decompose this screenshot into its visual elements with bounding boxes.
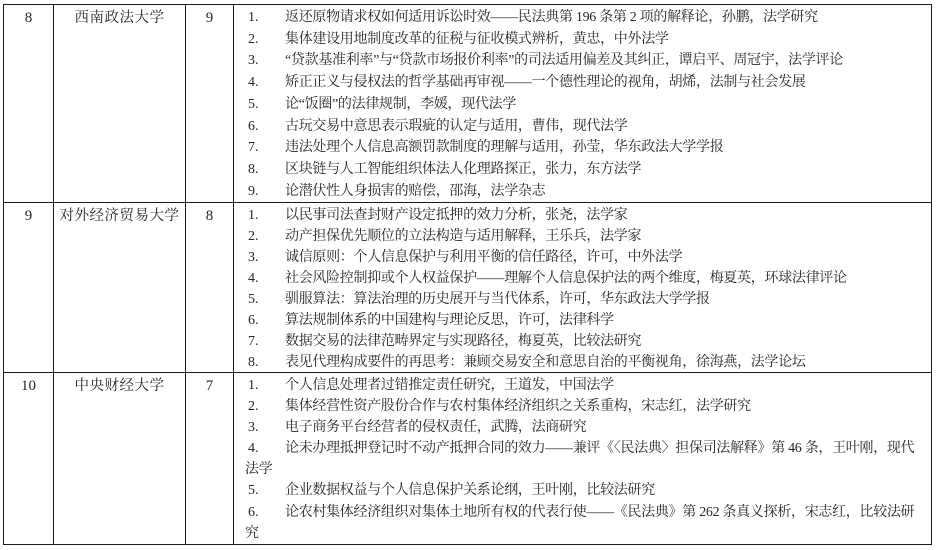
count-cell: 8 <box>186 203 234 372</box>
paper-line <box>245 331 930 352</box>
paper-number: 2. <box>248 399 259 415</box>
paper-number: 3. <box>248 250 259 265</box>
papers-cell <box>234 203 931 372</box>
paper-line <box>245 247 930 268</box>
papers-cell <box>234 5 931 202</box>
paper-number: 3. <box>248 420 259 436</box>
paper-line <box>245 310 930 331</box>
paper-text: 集体建设用地制度改革的征税与征收模式辨析，黄忠，中外法学 <box>285 31 669 47</box>
paper-number: 5. <box>248 96 259 112</box>
paper-number: 5. <box>248 292 259 307</box>
paper-text: 驯服算法：算法治理的历史展开与当代体系，许可，华东政法大学学报 <box>285 292 710 307</box>
paper-text: 电子商务平台经营者的侵权责任，武腾，法商研究 <box>285 420 587 436</box>
paper-line <box>245 289 930 310</box>
paper-text: 以民事司法查封财产设定抵押的效力分析，张尧，法学家 <box>285 208 628 223</box>
count-cell: 9 <box>186 5 234 202</box>
paper-line <box>245 502 930 523</box>
paper-line <box>245 268 930 289</box>
paper-text: 集体经营性资产股份合作与农村集体经济组织之关系重构，宋志红，法学研究 <box>285 399 751 415</box>
papers-cell <box>234 373 931 544</box>
paper-number: 2. <box>248 229 259 244</box>
ranking-table <box>3 4 932 545</box>
paper-line <box>245 29 930 51</box>
paper-line <box>245 116 930 138</box>
paper-line <box>245 94 930 116</box>
paper-text: 法学 <box>245 462 273 478</box>
university-cell: 对外经济贸易大学 <box>54 203 186 372</box>
paper-text: 违法处理个人信息高额罚款制度的理解与适用，孙莹，华东政法大学学报 <box>285 140 724 156</box>
paper-number: 3. <box>248 53 259 69</box>
paper-number: 6. <box>248 504 259 520</box>
paper-line <box>245 137 930 159</box>
table-row <box>4 203 931 373</box>
table-row <box>4 373 931 544</box>
paper-line <box>245 159 930 181</box>
paper-line <box>245 417 930 438</box>
table-row <box>4 5 931 203</box>
paper-line <box>245 523 930 544</box>
paper-text: 论“饭圈”的法律规制，李媛，现代法学 <box>285 96 517 112</box>
paper-number: 5. <box>248 483 259 499</box>
paper-text: 区块链与人工智能组织体法人化理路探正，张力，东方法学 <box>285 161 642 177</box>
paper-number: 4. <box>248 75 259 91</box>
paper-text: 算法规制体系的中国建构与理论反思，许可，法律科学 <box>285 313 614 328</box>
paper-text: 返还原物请求权如何适用诉讼时效——民法典第 196 条第 2 项的解释论，孙鹏，法学研究 <box>285 10 818 25</box>
paper-text: 诚信原则：个人信息保护与利用平衡的信任路径，许可，中外法学 <box>285 250 683 265</box>
paper-text: 究 <box>245 525 259 541</box>
paper-line <box>245 459 930 480</box>
paper-text: “贷款基准利率”与“贷款市场报价利率”的司法适用偏差及其纠正，谭启平、周冠宇，法学评论 <box>285 53 843 69</box>
paper-text: 论未办理抵押登记时不动产抵押合同的效力——兼评《〈民法典〉担保司法解释》第 46 条，王叶刚，现代 <box>285 441 915 457</box>
rank-cell: 9 <box>4 203 54 372</box>
paper-number: 8. <box>248 161 259 177</box>
paper-line <box>245 50 930 72</box>
paper-number: 1. <box>248 208 259 223</box>
paper-text: 论潜伏性人身损害的赔偿，邵海，法学杂志 <box>285 183 546 199</box>
paper-line <box>245 7 930 29</box>
paper-number: 6. <box>248 313 259 328</box>
paper-text: 企业数据权益与个人信息保护关系论纲，王叶刚，比较法研究 <box>285 483 655 499</box>
paper-text: 动产担保优先顺位的立法构造与适用解释，王乐兵，法学家 <box>285 229 642 244</box>
paper-line <box>245 480 930 501</box>
paper-number: 6. <box>248 118 259 134</box>
paper-text: 社会风险控制抑或个人权益保护——理解个人信息保护法的两个维度，梅夏英，环球法律评论 <box>285 271 847 286</box>
paper-line <box>245 375 930 396</box>
paper-line <box>245 438 930 459</box>
paper-number: 9. <box>248 183 259 199</box>
paper-text: 个人信息处理者过错推定责任研究，王道发，中国法学 <box>285 378 614 393</box>
paper-line <box>245 352 930 372</box>
paper-line <box>245 205 930 226</box>
paper-number: 1. <box>248 378 259 393</box>
paper-text: 数据交易的法律范畴界定与实现路径，梅夏英，比较法研究 <box>285 334 642 349</box>
paper-line <box>245 181 930 202</box>
paper-number: 7. <box>248 140 259 156</box>
rank-cell: 8 <box>4 5 54 202</box>
paper-text: 古玩交易中意思表示瑕疵的认定与适用，曹伟，现代法学 <box>285 118 628 134</box>
paper-number: 2. <box>248 31 259 47</box>
paper-text: 论农村集体经济组织对集体土地所有权的代表行使——《民法典》第 262 条真义探析，宋志红，比较法研 <box>285 504 915 520</box>
paper-number: 4. <box>248 271 259 286</box>
rank-cell: 10 <box>4 373 54 544</box>
paper-number: 7. <box>248 334 259 349</box>
paper-line <box>245 226 930 247</box>
count-cell: 7 <box>186 373 234 544</box>
university-cell: 中央财经大学 <box>54 373 186 544</box>
paper-line <box>245 72 930 94</box>
paper-text: 表见代理构成要件的再思考：兼顾交易安全和意思自治的平衡视角，徐海燕，法学论坛 <box>285 355 806 370</box>
paper-line <box>245 396 930 417</box>
university-cell: 西南政法大学 <box>54 5 186 202</box>
paper-number: 1. <box>248 10 259 25</box>
paper-number: 8. <box>248 355 259 370</box>
paper-number: 4. <box>248 441 259 457</box>
paper-text: 矫正正义与侵权法的哲学基础再审视——一个德性理论的视角，胡烯，法制与社会发展 <box>285 75 806 91</box>
